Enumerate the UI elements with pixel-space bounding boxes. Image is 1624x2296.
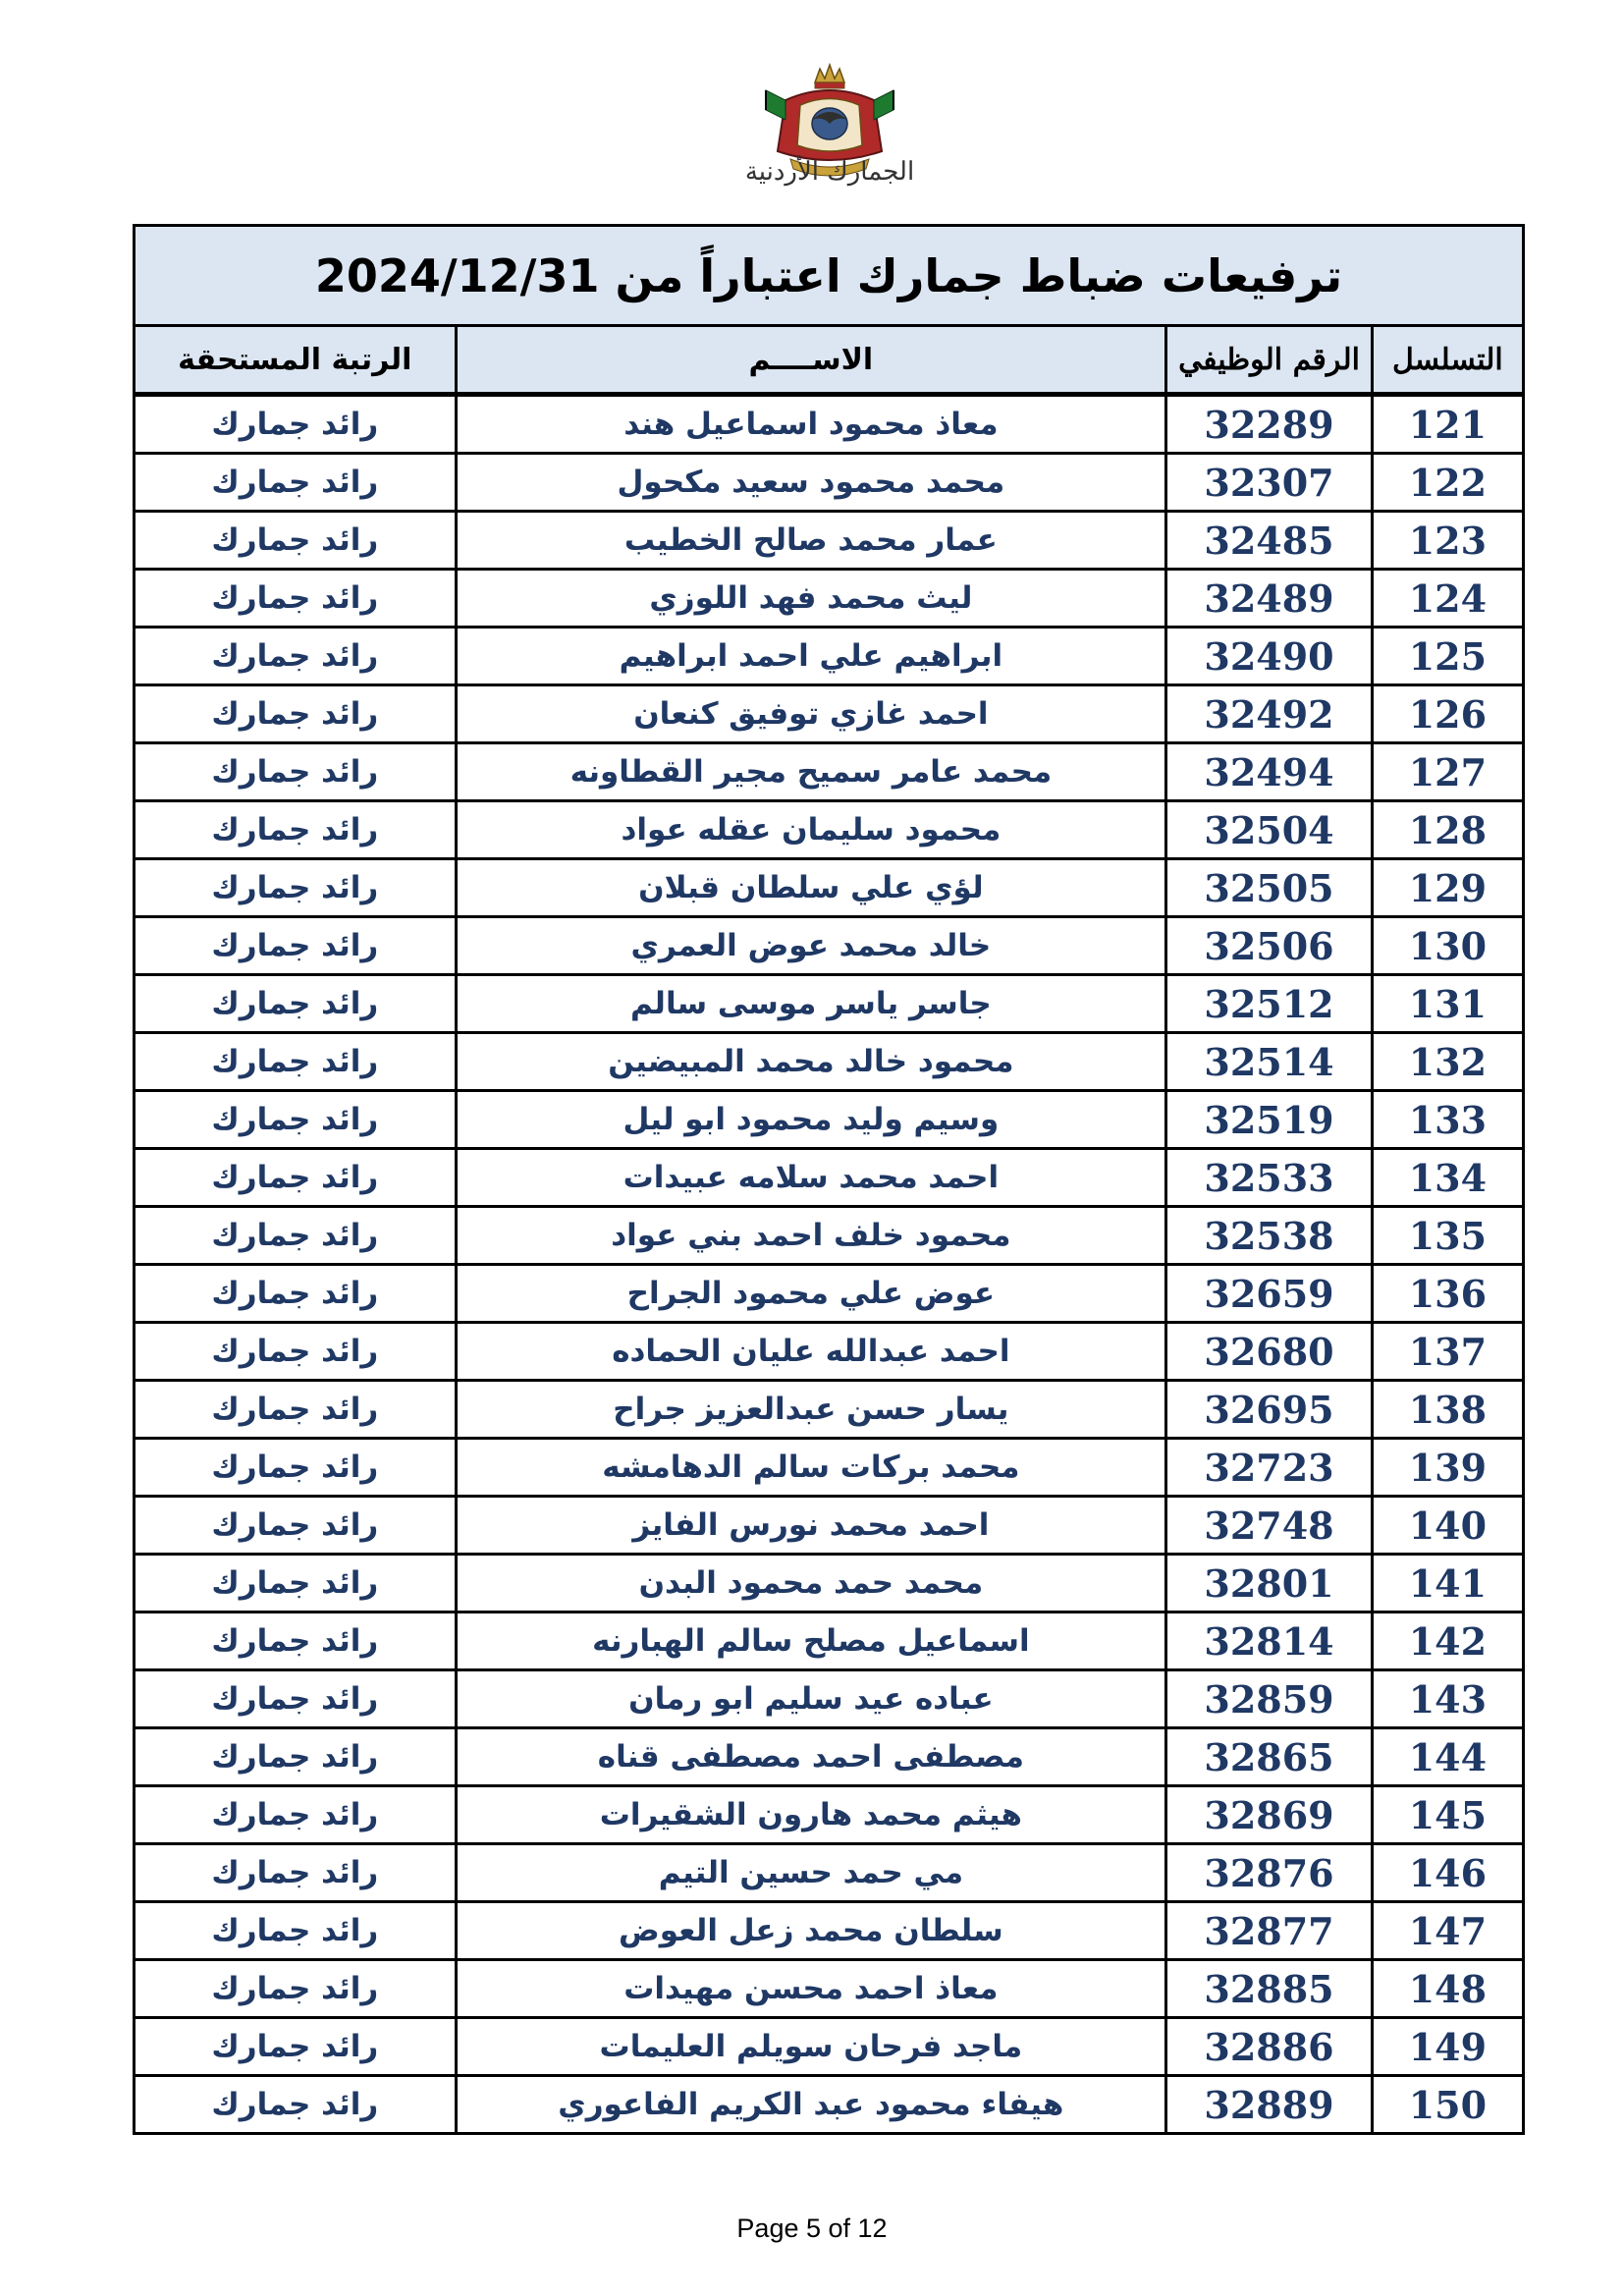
name-cell: خالد محمد عوض العمري: [456, 917, 1166, 975]
employee-number-cell: 32538: [1166, 1207, 1373, 1265]
employee-number-cell: 32801: [1166, 1555, 1373, 1613]
serial-cell: 139: [1372, 1439, 1523, 1497]
table-row: [135, 1265, 1524, 1323]
table-row: [135, 1207, 1524, 1265]
serial-cell: 141: [1372, 1555, 1523, 1613]
employee-number-cell: 32519: [1166, 1091, 1373, 1149]
serial-cell: 143: [1372, 1670, 1523, 1728]
serial-cell: 132: [1372, 1033, 1523, 1091]
employee-number-cell: 32307: [1166, 454, 1373, 512]
serial-cell: 135: [1372, 1207, 1523, 1265]
employee-number-cell: 32489: [1166, 570, 1373, 628]
table-row: [135, 395, 1524, 454]
serial-cell: 149: [1372, 2018, 1523, 2076]
emblem-caption: الجمارك الأردنية: [744, 157, 915, 187]
serial-cell: 125: [1372, 628, 1523, 685]
rank-cell: رائد جمارك: [135, 2076, 457, 2134]
table-row: [135, 2076, 1524, 2134]
column-header-name: الاســــم: [456, 326, 1166, 395]
table-row: [135, 1033, 1524, 1091]
table-row: [135, 2018, 1524, 2076]
rank-cell: رائد جمارك: [135, 859, 457, 917]
table-title: ترفيعات ضباط جمارك اعتباراً من 2024/12/31: [135, 226, 1524, 326]
name-cell: لؤي علي سلطان قبلان: [456, 859, 1166, 917]
rank-cell: رائد جمارك: [135, 628, 457, 685]
employee-number-cell: 32514: [1166, 1033, 1373, 1091]
name-cell: وسيم وليد محمود ابو ليل: [456, 1091, 1166, 1149]
name-cell: احمد محمد سلامه عبيدات: [456, 1149, 1166, 1207]
rank-cell: رائد جمارك: [135, 801, 457, 859]
rank-cell: رائد جمارك: [135, 1555, 457, 1613]
serial-cell: 136: [1372, 1265, 1523, 1323]
name-cell: عمار محمد صالح الخطيب: [456, 512, 1166, 570]
table-row: [135, 1844, 1524, 1902]
rank-cell: رائد جمارك: [135, 975, 457, 1033]
name-cell: يسار حسن عبدالعزيز جراح: [456, 1381, 1166, 1439]
rank-cell: رائد جمارك: [135, 1844, 457, 1902]
employee-number-cell: 32889: [1166, 2076, 1373, 2134]
employee-number-cell: 32877: [1166, 1902, 1373, 1960]
serial-cell: 142: [1372, 1613, 1523, 1670]
rank-cell: رائد جمارك: [135, 1091, 457, 1149]
table-row: [135, 628, 1524, 685]
table-row: [135, 1613, 1524, 1670]
serial-cell: 133: [1372, 1091, 1523, 1149]
table-row: [135, 1381, 1524, 1439]
employee-number-cell: 32533: [1166, 1149, 1373, 1207]
serial-cell: 130: [1372, 917, 1523, 975]
rank-cell: رائد جمارك: [135, 743, 457, 801]
table-header-row: [135, 326, 1524, 395]
name-cell: سلطان محمد زعل العوض: [456, 1902, 1166, 1960]
employee-number-cell: 32869: [1166, 1786, 1373, 1844]
rank-cell: رائد جمارك: [135, 917, 457, 975]
employee-number-cell: 32859: [1166, 1670, 1373, 1728]
name-cell: معاذ محمود اسماعيل هند: [456, 395, 1166, 454]
table-row: [135, 1091, 1524, 1149]
serial-cell: 127: [1372, 743, 1523, 801]
employee-number-cell: 32505: [1166, 859, 1373, 917]
table-row: [135, 1728, 1524, 1786]
rank-cell: رائد جمارك: [135, 2018, 457, 2076]
employee-number-cell: 32723: [1166, 1439, 1373, 1497]
employee-number-cell: 32695: [1166, 1381, 1373, 1439]
rank-cell: رائد جمارك: [135, 1265, 457, 1323]
table-row: [135, 1439, 1524, 1497]
name-cell: محمود خلف احمد بني عواد: [456, 1207, 1166, 1265]
table-row: [135, 801, 1524, 859]
rank-cell: رائد جمارك: [135, 1149, 457, 1207]
table-row: [135, 570, 1524, 628]
name-cell: محمد حمد محمود البدن: [456, 1555, 1166, 1613]
name-cell: مصطفى احمد مصطفى قناه: [456, 1728, 1166, 1786]
employee-number-cell: 32492: [1166, 685, 1373, 743]
serial-cell: 131: [1372, 975, 1523, 1033]
rank-cell: رائد جمارك: [135, 1033, 457, 1091]
table-row: [135, 917, 1524, 975]
rank-cell: رائد جمارك: [135, 685, 457, 743]
employee-number-cell: 32814: [1166, 1613, 1373, 1670]
employee-number-cell: 32680: [1166, 1323, 1373, 1381]
name-cell: عباده عيد سليم ابو رمان: [456, 1670, 1166, 1728]
employee-number-cell: 32865: [1166, 1728, 1373, 1786]
rank-cell: رائد جمارك: [135, 1786, 457, 1844]
employee-number-cell: 32748: [1166, 1497, 1373, 1555]
name-cell: ماجد فرحان سويلم العليمات: [456, 2018, 1166, 2076]
rank-cell: رائد جمارك: [135, 1960, 457, 2018]
name-cell: معاذ احمد محسن مهيدات: [456, 1960, 1166, 2018]
name-cell: ابراهيم علي احمد ابراهيم: [456, 628, 1166, 685]
rank-cell: رائد جمارك: [135, 1613, 457, 1670]
employee-number-cell: 32494: [1166, 743, 1373, 801]
name-cell: هيفاء محمود عبد الكريم الفاعوري: [456, 2076, 1166, 2134]
serial-cell: 144: [1372, 1728, 1523, 1786]
rank-cell: رائد جمارك: [135, 1497, 457, 1555]
name-cell: ليث محمد فهد اللوزي: [456, 570, 1166, 628]
table-row: [135, 1555, 1524, 1613]
rank-cell: رائد جمارك: [135, 1439, 457, 1497]
page-number: Page 5 of 12: [736, 2214, 888, 2243]
column-header-serial: التسلسل: [1372, 326, 1523, 395]
name-cell: محمد محمود سعيد مكحول: [456, 454, 1166, 512]
column-header-rank: الرتبة المستحقة: [135, 326, 457, 395]
serial-cell: 145: [1372, 1786, 1523, 1844]
serial-cell: 147: [1372, 1902, 1523, 1960]
promotions-table: [133, 224, 1525, 2135]
name-cell: هيثم محمد هارون الشقيرات: [456, 1786, 1166, 1844]
employee-number-cell: 32504: [1166, 801, 1373, 859]
name-cell: احمد محمد نورس الفايز: [456, 1497, 1166, 1555]
rank-cell: رائد جمارك: [135, 1670, 457, 1728]
table-row: [135, 1670, 1524, 1728]
rank-cell: رائد جمارك: [135, 1207, 457, 1265]
serial-cell: 134: [1372, 1149, 1523, 1207]
table-row: [135, 1323, 1524, 1381]
name-cell: احمد عبدالله عليان الحماده: [456, 1323, 1166, 1381]
name-cell: عوض علي محمود الجراح: [456, 1265, 1166, 1323]
employee-number-cell: 32490: [1166, 628, 1373, 685]
name-cell: جاسر ياسر موسى سالم: [456, 975, 1166, 1033]
name-cell: محمود خالد محمد المبيضين: [456, 1033, 1166, 1091]
serial-cell: 121: [1372, 395, 1523, 454]
rank-cell: رائد جمارك: [135, 395, 457, 454]
column-header-employee-number: الرقم الوظيفي: [1166, 326, 1373, 395]
serial-cell: 129: [1372, 859, 1523, 917]
serial-cell: 126: [1372, 685, 1523, 743]
serial-cell: 124: [1372, 570, 1523, 628]
rank-cell: رائد جمارك: [135, 1323, 457, 1381]
serial-cell: 138: [1372, 1381, 1523, 1439]
table-row: [135, 1786, 1524, 1844]
table-row: [135, 1902, 1524, 1960]
rank-cell: رائد جمارك: [135, 1728, 457, 1786]
name-cell: محمد عامر سميح مجير القطاونه: [456, 743, 1166, 801]
serial-cell: 122: [1372, 454, 1523, 512]
employee-number-cell: 32512: [1166, 975, 1373, 1033]
employee-number-cell: 32885: [1166, 1960, 1373, 2018]
rank-cell: رائد جمارك: [135, 1902, 457, 1960]
name-cell: محمد بركات سالم الدهامشه: [456, 1439, 1166, 1497]
table-row: [135, 1149, 1524, 1207]
table-body: [135, 395, 1524, 2134]
serial-cell: 137: [1372, 1323, 1523, 1381]
serial-cell: 123: [1372, 512, 1523, 570]
serial-cell: 148: [1372, 1960, 1523, 2018]
serial-cell: 150: [1372, 2076, 1523, 2134]
name-cell: احمد غازي توفيق كنعان: [456, 685, 1166, 743]
employee-number-cell: 32886: [1166, 2018, 1373, 2076]
table-row: [135, 1497, 1524, 1555]
serial-cell: 128: [1372, 801, 1523, 859]
table-row: [135, 975, 1524, 1033]
table-row: [135, 1960, 1524, 2018]
table-row: [135, 512, 1524, 570]
table-row: [135, 685, 1524, 743]
table-row: [135, 454, 1524, 512]
serial-cell: 140: [1372, 1497, 1523, 1555]
employee-number-cell: 32485: [1166, 512, 1373, 570]
name-cell: اسماعيل مصلح سالم الهبارنه: [456, 1613, 1166, 1670]
employee-number-cell: 32506: [1166, 917, 1373, 975]
employee-number-cell: 32876: [1166, 1844, 1373, 1902]
name-cell: محمود سليمان عقله عواد: [456, 801, 1166, 859]
name-cell: مي حمد حسين التيم: [456, 1844, 1166, 1902]
employee-number-cell: 32659: [1166, 1265, 1373, 1323]
rank-cell: رائد جمارك: [135, 512, 457, 570]
rank-cell: رائد جمارك: [135, 570, 457, 628]
serial-cell: 146: [1372, 1844, 1523, 1902]
employee-number-cell: 32289: [1166, 395, 1373, 454]
table-row: [135, 743, 1524, 801]
rank-cell: رائد جمارك: [135, 454, 457, 512]
table-row: [135, 859, 1524, 917]
rank-cell: رائد جمارك: [135, 1381, 457, 1439]
